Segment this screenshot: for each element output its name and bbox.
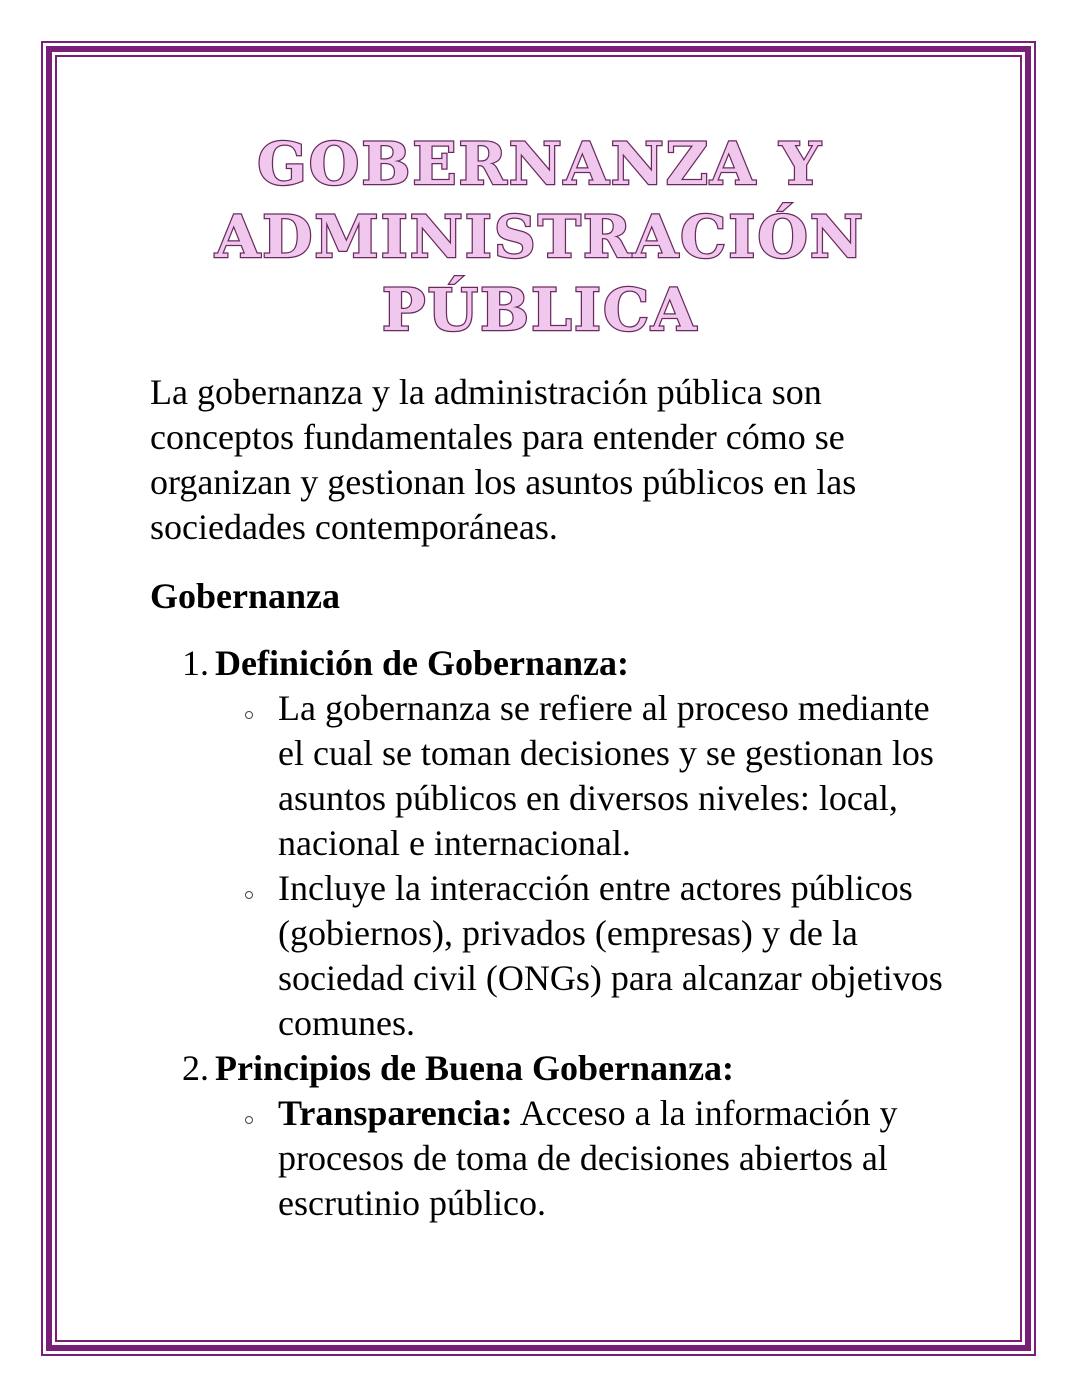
hollow-circle-bullet-icon [245, 711, 253, 719]
list-item-label: Definición de Gobernanza: [215, 643, 629, 683]
bullet-text: Incluye la interacción entre actores públicos (gobiernos), privados (empresas) y de la sociedad civil (ONGs) para alcanzar objetivos comunes. [278, 868, 943, 1043]
title-line-1: GOBERNANZA Y [257, 130, 823, 198]
list-item-label: Principios de Buena Gobernanza: [215, 1048, 735, 1088]
bullet-item [150, 686, 950, 866]
document-body [150, 370, 950, 1226]
list-item [150, 1046, 950, 1091]
bullet-item [150, 866, 950, 1046]
hollow-circle-bullet-icon [245, 891, 253, 899]
bullet-text: Acceso a la información y procesos de toma de decisiones abiertos al escrutinio público. [278, 1093, 898, 1223]
bullet-item [150, 1091, 950, 1226]
section-heading: Gobernanza [150, 576, 341, 616]
document-title [0, 128, 1080, 347]
title-line-3: PÚBLICA [381, 276, 699, 344]
intro-paragraph: La gobernanza y la administración pública son conceptos fundamentales para entender cómo se organizan y gestionan los asuntos públicos en las sociedades contemporáneas. [150, 372, 857, 547]
numbered-list [150, 641, 950, 1226]
title-line-2: ADMINISTRACIÓN [215, 203, 865, 271]
bullet-text: La gobernanza se refiere al proceso mediante el cual se toman decisiones y se gestionan los asuntos públicos en diversos niveles: local, nacional e internacional. [278, 688, 934, 863]
list-number: 1. [182, 643, 209, 683]
list-item [150, 641, 950, 686]
bullet-lead: Transparencia: [278, 1093, 513, 1133]
list-number: 2. [182, 1048, 209, 1088]
hollow-circle-bullet-icon [245, 1116, 253, 1124]
